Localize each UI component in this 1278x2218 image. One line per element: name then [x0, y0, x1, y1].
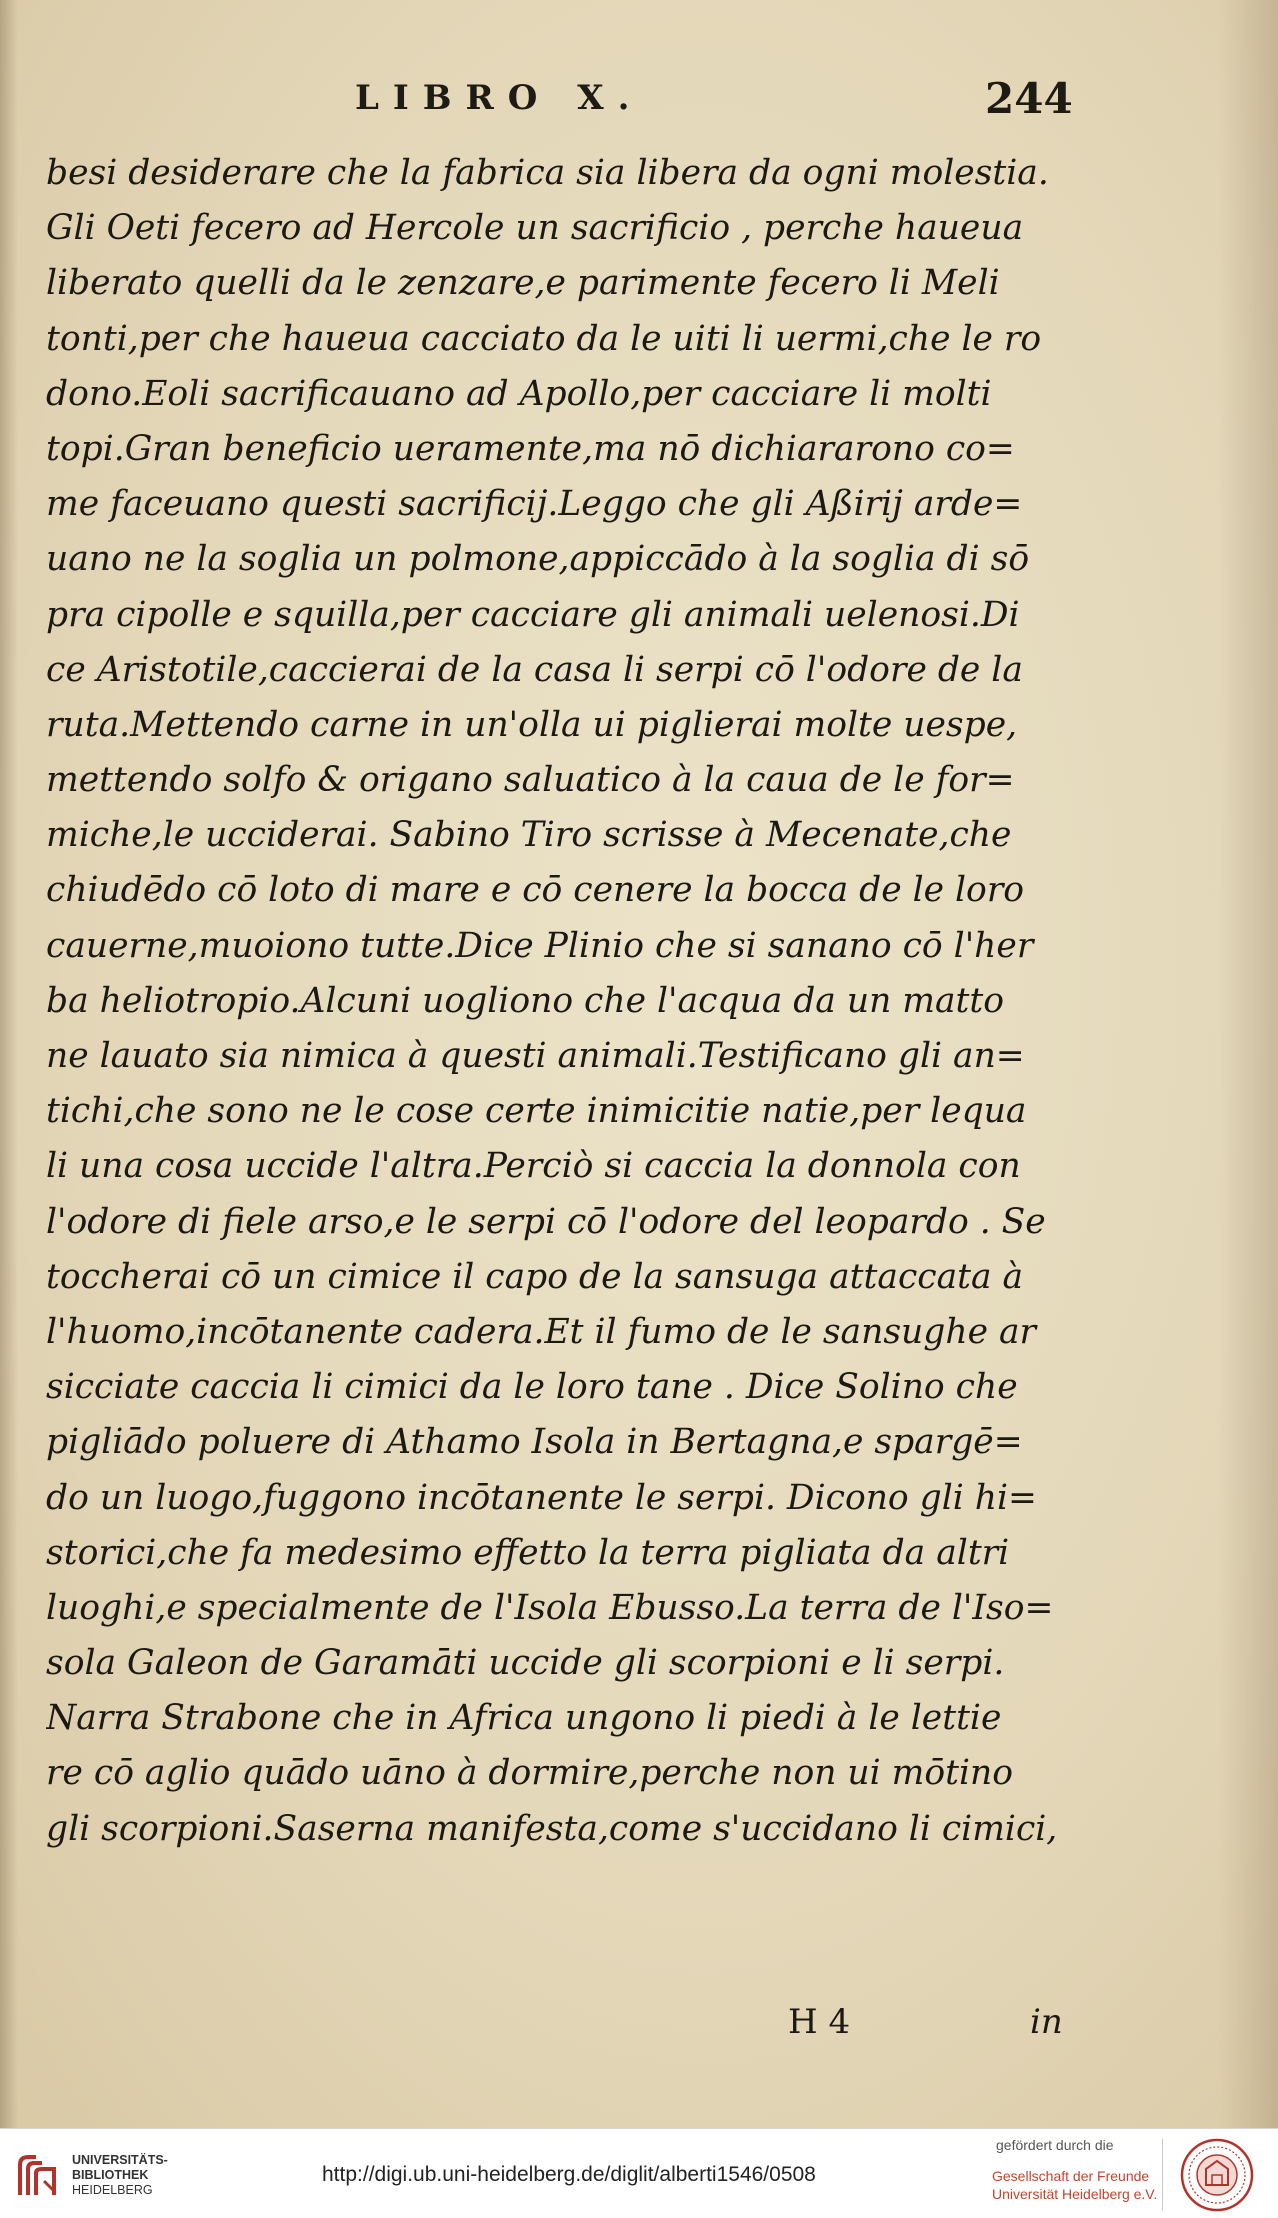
text-line: luoghi,e specialmente de l'Isola Ebusso.La terra de l'Iso=: [46, 1587, 1054, 1628]
text-line: uano ne la soglia un polmone,appiccādo à la soglia di sō: [46, 539, 1030, 580]
text-line: ne lauato sia nimica à questi animali.Testificano gli an=: [46, 1036, 1025, 1076]
signature-mark: H 4: [788, 2002, 851, 2042]
university-seal-icon: [1178, 2137, 1256, 2213]
text-line: tonti,per che haueua cacciato da le uiti li uermi,che le ro: [46, 318, 1042, 359]
page-number: 244: [985, 74, 1073, 123]
text-line: toccherai cō un cimice il capo de la sansuga attaccata à: [46, 1256, 1024, 1297]
funded-by-label: gefördert durch die: [996, 2137, 1114, 2153]
text-line: besi desiderare che la fabrica sia libera da ogni molestia.: [46, 153, 1049, 193]
text-line: l'huomo,incōtanente cadera.Et il fumo de le sansughe ar: [46, 1311, 1037, 1352]
page-gutter-shadow: [0, 0, 18, 2128]
society-name-line-2: Universität Heidelberg e.V.: [992, 2186, 1158, 2202]
text-line: pigliādo poluere di Athamo Isola in Bertagna,e spargē=: [46, 1422, 1023, 1463]
permalink-url[interactable]: http://digi.ub.uni-heidelberg.de/diglit/alberti1546/0508: [322, 2163, 816, 2186]
text-line: tichi,che sono ne le cose certe inimicitie natie,per lequa: [46, 1091, 1027, 1132]
library-name-line-1: UNIVERSITÄTS-: [72, 2153, 168, 2167]
society-name[interactable]: [992, 2167, 1157, 2203]
running-head: [0, 74, 1278, 128]
text-line: cauerne,muoiono tutte.Dice Plinio che si sanano cō l'her: [46, 925, 1034, 966]
ub-heidelberg-logo-icon[interactable]: [14, 2151, 60, 2201]
footer-bar: [0, 2128, 1278, 2218]
text-line: me faceuano questi sacrificij.Leggo che gli Aßirij arde=: [46, 484, 1023, 525]
body-text: [46, 146, 1086, 1857]
text-line: Gli Oeti fecero ad Hercole un sacrificio , perche haueua: [46, 208, 1024, 249]
text-line: sola Galeon de Garamāti uccide gli scorpioni e li serpi.: [46, 1643, 1005, 1684]
text-line: dono.Eoli sacrificauano ad Apollo,per cacciare li molti: [46, 373, 992, 414]
text-line: ba heliotropio.Alcuni uogliono che l'acqua da un matto: [46, 980, 1005, 1021]
divider: [1162, 2139, 1163, 2211]
text-line: sicciate caccia li cimici da le loro tane . Dice Solino che: [46, 1367, 1018, 1408]
page-edge-shadow: [1218, 0, 1278, 2128]
library-name-line-2: BIBLIOTHEK: [72, 2168, 149, 2182]
text-line: ce Aristotile,caccierai de la casa li serpi cō l'odore de la: [46, 649, 1023, 690]
text-line: miche,le ucciderai. Sabino Tiro scrisse à Mecenate,che: [46, 815, 1012, 856]
text-line: do un luogo,fuggono incōtanente le serpi. Dicono gli hi=: [46, 1477, 1037, 1518]
text-line: storici,che fa medesimo effetto la terra pigliata da altri: [46, 1532, 1010, 1573]
running-head-title: LIBRO X.: [355, 78, 644, 118]
catchword: in: [1030, 2002, 1063, 2042]
text-line: liberato quelli da le zenzare,e parimente fecero li Meli: [46, 263, 1000, 304]
text-line: l'odore di fiele arso,e le serpi cō l'odore del leopardo . Se: [46, 1201, 1046, 1242]
text-line: li una cosa uccide l'altra.Perciò si caccia la donnola con: [46, 1146, 1021, 1187]
text-line: chiudēdo cō loto di mare e cō cenere la bocca de le loro: [46, 870, 1025, 911]
signature-line: [0, 2002, 1278, 2052]
text-line: ruta.Mettendo carne in un'olla ui piglierai molte uespe,: [46, 704, 1018, 745]
text-line: gli scorpioni.Saserna manifesta,come s'uccidano li cimici,: [46, 1808, 1058, 1849]
text-line: mettendo solfo & origano saluatico à la caua de le for=: [46, 760, 1015, 801]
text-line: topi.Gran beneficio ueramente,ma nō dichiararono co=: [46, 428, 1015, 469]
library-city: HEIDELBERG: [72, 2183, 153, 2197]
text-line: re cō aglio quādo uāno à dormire,perche non ui mōtino: [46, 1753, 1014, 1794]
society-name-line-1: Gesellschaft der Freunde: [992, 2168, 1150, 2184]
text-line: Narra Strabone che in Africa ungono li piedi à le lettie: [46, 1698, 1002, 1739]
text-line: pra cipolle e squilla,per cacciare gli animali uelenosi.Di: [46, 594, 1020, 635]
library-name: [72, 2153, 168, 2198]
